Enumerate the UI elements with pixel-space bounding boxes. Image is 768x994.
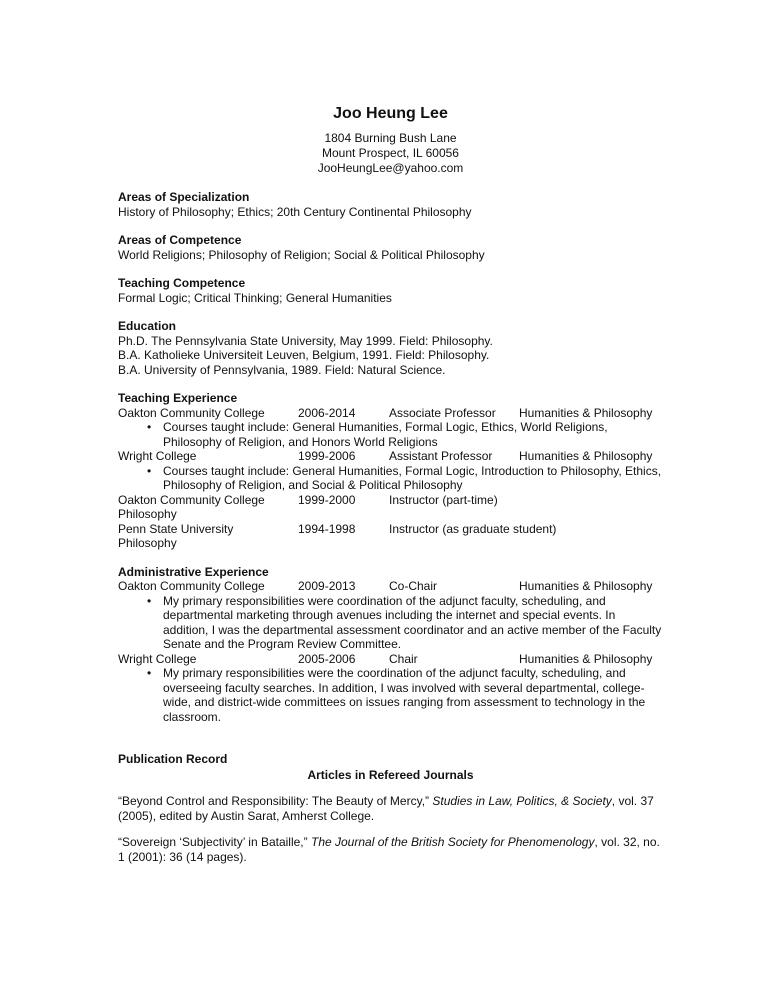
email-address[interactable]: JooHeungLee@yahoo.com [317,161,464,175]
education-item: B.A. Katholieke Universiteit Leuven, Belgium, 1991. Field: Philosophy. [118,348,490,362]
journal-name: The Journal of the British Society for Phenomenology [310,835,595,849]
publication-entry [118,835,663,864]
admin-row [118,579,663,594]
publication-entry [118,794,663,823]
bullet-item: • My primary responsibilities were coordination of the adjunct faculty, scheduling, and departmental marketing through avenues including the internet and special events. In addition, I was the departmental assessment coordinator and an active member of the Faculty Senate and the Program Review Committee. [163,594,663,652]
role: Instructor (as graduate student) [389,521,557,536]
role: Chair [389,651,418,666]
competence-text: World Religions; Philosophy of Religion; Social & Political Philosophy [118,247,485,262]
years: 1999-2006 [298,449,356,463]
admin-experience-heading: Administrative Experience [118,564,269,579]
competence-heading: Areas of Competence [118,233,242,247]
candidate-name: Joo Heung Lee [333,105,448,122]
employer: Wright College [118,651,197,666]
teaching-competence-heading: Teaching Competence [118,276,246,290]
department: Philosophy [118,536,177,550]
resume-page [118,104,663,864]
employer: Oakton Community College [118,405,265,420]
employer: Penn State University [118,521,234,536]
department: Humanities & Philosophy [519,405,653,420]
teaching-row [118,493,663,508]
bullet-item: • Courses taught include: General Humanities, Formal Logic, Ethics, World Religions, Philosophy of Religion, and Honors World Religions [163,420,663,449]
teaching-row [118,406,663,421]
bullet-list [118,464,663,493]
bullet-item: • Courses taught include: General Humanities, Formal Logic, Introduction to Philosophy, Ethics, Philosophy of Religion, and Social & Political Philosophy [163,464,663,493]
admin-row [118,652,663,667]
department: Humanities & Philosophy [519,449,653,463]
years: 2006-2014 [298,405,356,420]
address-line-1: 1804 Burning Bush Lane [324,131,457,145]
article-title: “Sovereign ‘Subjectivity’ in Bataille,” [118,835,311,849]
journal-name: Studies in Law, Politics, & Society [432,794,612,808]
role: Assistant Professor [389,449,493,463]
department: Humanities & Philosophy [519,579,653,593]
citation-details: , vol. 32, no. 1 (2001): 36 (14 pages). [118,835,660,864]
role: Instructor (part-time) [389,492,498,507]
address-line-2: Mount Prospect, IL 60056 [322,146,459,160]
education-item: B.A. University of Pennsylvania, 1989. Field: Natural Science. [118,362,446,377]
teaching-experience-heading: Teaching Experience [118,391,238,405]
employer: Wright College [118,449,197,463]
employer: Oakton Community College [118,492,265,507]
bullet-item: • My primary responsibilities were the coordination of the adjunct faculty, scheduling, and overseeing faculty searches. In addition, I was involved with several departmental, college-wide, and district-wide committees on issues ranging from assessment to technology in the classroom. [163,666,663,724]
role: Associate Professor [389,405,496,420]
publication-subheading: Articles in Refereed Journals [307,767,474,782]
years: 2009-2013 [298,579,356,593]
education-item: Ph.D. The Pennsylvania State University, May 1999. Field: Philosophy. [118,333,493,348]
citation-details: , vol. 37 (2005), edited by Austin Sarat, Amherst College. [118,794,654,823]
years: 2005-2006 [298,651,356,666]
department: Philosophy [118,507,177,521]
specialization-heading: Areas of Specialization [118,190,250,204]
specialization-text: History of Philosophy; Ethics; 20th Century Continental Philosophy [118,204,472,219]
teaching-row [118,522,663,537]
employer: Oakton Community College [118,579,265,593]
teaching-competence-text: Formal Logic; Critical Thinking; General Humanities [118,290,392,305]
department: Humanities & Philosophy [519,651,653,666]
education-heading: Education [118,319,177,333]
years: 1999-2000 [298,492,356,507]
years: 1994-1998 [298,521,356,536]
bullet-list [118,666,663,724]
publication-heading: Publication Record [118,752,228,766]
role: Co-Chair [389,579,438,593]
bullet-list [118,420,663,449]
teaching-row [118,449,663,464]
bullet-list [118,594,663,652]
article-title: “Beyond Control and Responsibility: The Beauty of Mercy,” [118,794,433,808]
